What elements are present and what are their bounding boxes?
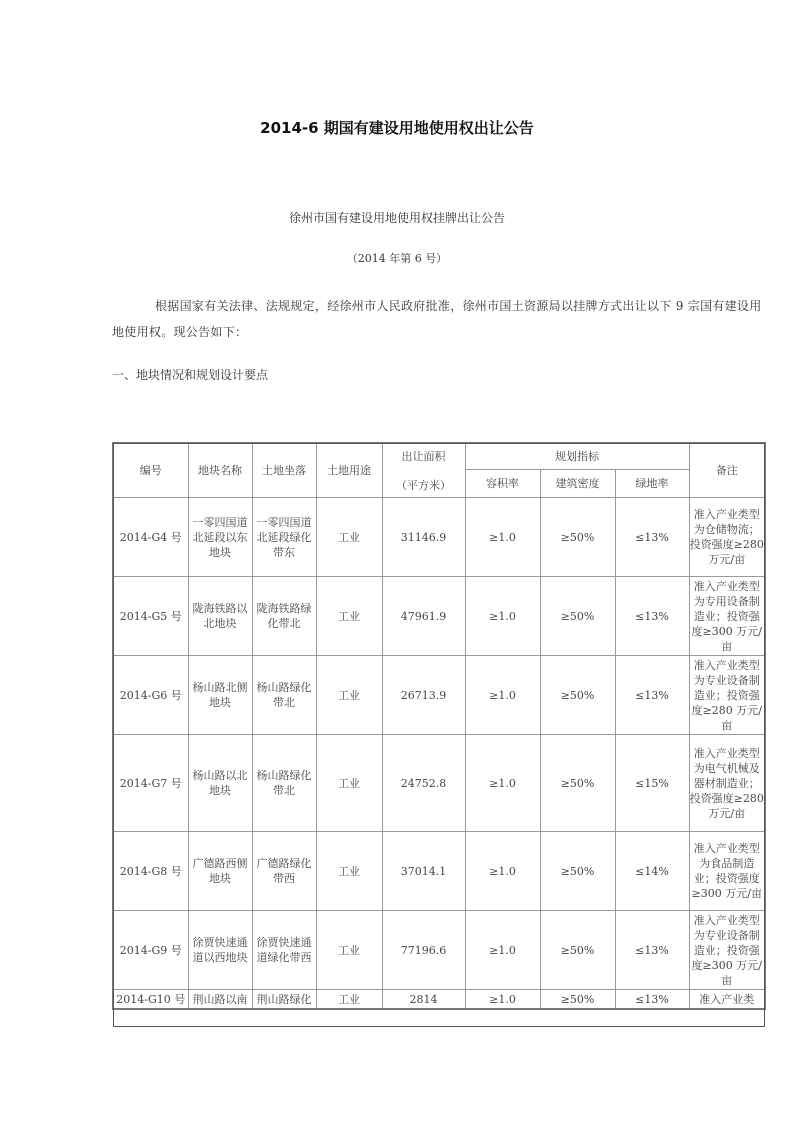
table-row <box>113 832 765 911</box>
header-use: 土地用途 <box>316 443 382 498</box>
cell-area: 24752.8 <box>382 735 465 832</box>
cell-name: 广德路西侧地块 <box>188 832 252 911</box>
notice-subtitle: 徐州市国有建设用地使用权挂牌出让公告 <box>288 211 505 225</box>
table-row <box>113 735 765 832</box>
cell-area: 37014.1 <box>382 832 465 911</box>
cell-use: 工业 <box>316 735 382 832</box>
cell-location: 一零四国道北延段绿化带东 <box>252 498 316 577</box>
cell-density: ≥50% <box>540 577 615 656</box>
cell-density: ≥50% <box>540 735 615 832</box>
section-heading: 一、地块情况和规划设计要点 <box>112 368 269 382</box>
cell-note: 准入产业类型为仓储物流；投资强度≥280 万元/亩 <box>689 498 765 577</box>
cell-far: ≥1.0 <box>465 656 540 735</box>
cell-green: ≤13% <box>615 911 689 990</box>
cell-note: 准入产业类型为专用设备制造业；投资强度≥300 万元/亩 <box>689 577 765 656</box>
cell-area: 2814 <box>382 990 465 1010</box>
cell-green: ≤14% <box>615 832 689 911</box>
cell-name: 杨山路北侧地块 <box>188 656 252 735</box>
cell-code: 2014-G7 号 <box>113 735 188 832</box>
cell-area: 26713.9 <box>382 656 465 735</box>
cell-green: ≤13% <box>615 990 689 1010</box>
cell-far: ≥1.0 <box>465 577 540 656</box>
cell-density: ≥50% <box>540 911 615 990</box>
cell-use: 工业 <box>316 498 382 577</box>
cell-density: ≥50% <box>540 498 615 577</box>
cell-far: ≥1.0 <box>465 911 540 990</box>
cell-location: 广德路绿化带西 <box>252 832 316 911</box>
header-name: 地块名称 <box>188 443 252 498</box>
table-row <box>113 577 765 656</box>
cell-location: 杨山路绿化带北 <box>252 735 316 832</box>
cell-name: 杨山路以北地块 <box>188 735 252 832</box>
cell-code: 2014-G5 号 <box>113 577 188 656</box>
cell-use: 工业 <box>316 832 382 911</box>
table-row <box>113 990 765 1010</box>
cell-name: 徐贾快速通道以西地块 <box>188 911 252 990</box>
header-green: 绿地率 <box>615 470 689 498</box>
cell-far: ≥1.0 <box>465 990 540 1010</box>
table-row <box>113 656 765 735</box>
header-area-label: 出让面积 <box>401 449 446 463</box>
cell-density: ≥50% <box>540 832 615 911</box>
cell-note: 准入产业类 <box>689 990 765 1010</box>
cell-code: 2014-G9 号 <box>113 911 188 990</box>
cell-green: ≤13% <box>615 577 689 656</box>
cell-area: 31146.9 <box>382 498 465 577</box>
header-code: 编号 <box>113 443 188 498</box>
header-note: 备注 <box>689 443 765 498</box>
cell-code: 2014-G8 号 <box>113 832 188 911</box>
cell-name: 一零四国道北延段以东地块 <box>188 498 252 577</box>
header-location: 土地坐落 <box>252 443 316 498</box>
cell-far: ≥1.0 <box>465 832 540 911</box>
cell-green: ≤13% <box>615 656 689 735</box>
cell-code: 2014-G10 号 <box>113 990 188 1010</box>
cell-note: 准入产业类型为专业设备制造业；投资强度≥300 万元/亩 <box>689 911 765 990</box>
header-planning: 规划指标 <box>465 443 689 470</box>
cell-code: 2014-G6 号 <box>113 656 188 735</box>
table-row <box>113 498 765 577</box>
cell-far: ≥1.0 <box>465 735 540 832</box>
cell-name: 陇海铁路以北地块 <box>188 577 252 656</box>
cell-location: 杨山路绿化带北 <box>252 656 316 735</box>
cell-note: 准入产业类型为电气机械及器材制造业；投资强度≥280 万元/亩 <box>689 735 765 832</box>
header-area <box>382 443 465 498</box>
cell-note: 准入产业类型为专业设备制造业；投资强度≥280 万元/亩 <box>689 656 765 735</box>
header-far: 容积率 <box>465 470 540 498</box>
cell-name: 荆山路以南 <box>188 990 252 1010</box>
cell-location: 陇海铁路绿化带北 <box>252 577 316 656</box>
cell-note: 准入产业类型为食品制造业；投资强度≥300 万元/亩 <box>689 832 765 911</box>
cell-green: ≤15% <box>615 735 689 832</box>
cell-location: 徐贾快速通道绿化带西 <box>252 911 316 990</box>
cell-green: ≤13% <box>615 498 689 577</box>
header-density: 建筑密度 <box>540 470 615 498</box>
cell-far: ≥1.0 <box>465 498 540 577</box>
cell-use: 工业 <box>316 911 382 990</box>
cell-use: 工业 <box>316 990 382 1010</box>
cell-density: ≥50% <box>540 656 615 735</box>
cell-use: 工业 <box>316 656 382 735</box>
intro-paragraph: 根据国家有关法律、法规规定，经徐州市人民政府批准，徐州市国土资源局以挂牌方式出让以下 9 宗国有建设用地使用权。现公告如下： <box>112 299 762 339</box>
cell-code: 2014-G4 号 <box>113 498 188 577</box>
issue-number: （2014 年第 6 号） <box>346 252 448 265</box>
cell-use: 工业 <box>316 577 382 656</box>
table-row <box>113 911 765 990</box>
page-title: 2014-6 期国有建设用地使用权出让公告 <box>260 119 534 137</box>
cell-area: 77196.6 <box>382 911 465 990</box>
cell-area: 47961.9 <box>382 577 465 656</box>
cell-density: ≥50% <box>540 990 615 1010</box>
header-area-unit: （平方米） <box>396 478 451 492</box>
land-parcel-table <box>112 442 766 1010</box>
cell-location: 荆山路绿化 <box>252 990 316 1010</box>
